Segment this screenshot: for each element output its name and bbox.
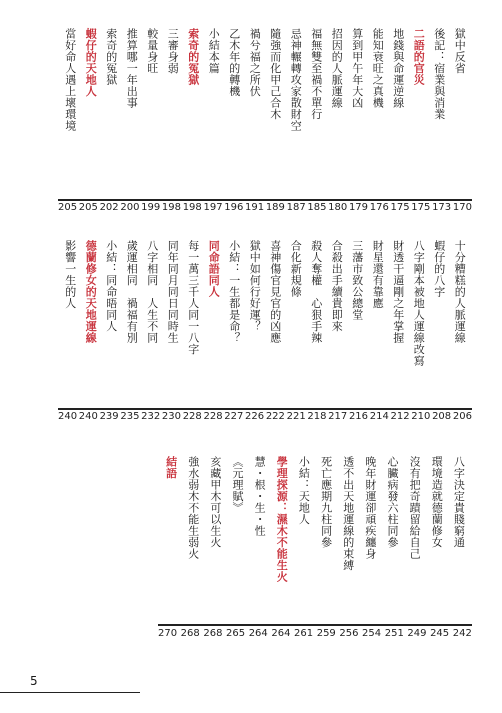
page-number-label: 240 [78, 411, 98, 422]
page-number-label: 242 [452, 628, 472, 639]
page-number-label: 205 [58, 202, 78, 213]
toc-entry[interactable]: 後記：宿業與消業 [432, 28, 446, 120]
toc-entry[interactable]: 喜神傷官見官的凶應 [268, 240, 282, 344]
toc-entry[interactable]: 環境造就德蘭修女 [430, 456, 444, 548]
page-number-label: 198 [182, 202, 202, 213]
toc-entry[interactable]: 算到甲午年大凶 [350, 28, 364, 109]
toc-entry[interactable]: 隨強而化甲己合木 [268, 28, 282, 120]
toc-entry[interactable]: 八字相同 人生不同 [145, 240, 159, 344]
page-numbers-row [158, 628, 472, 640]
page-number-label: 228 [203, 411, 223, 422]
toc-entry[interactable]: 學理探源：濕木不能生火 [275, 456, 289, 583]
toc-entry[interactable]: 同命語同人 [207, 240, 221, 298]
toc-entry[interactable]: 招因的人脈運線 [330, 28, 344, 109]
page-number-label: 227 [224, 411, 244, 422]
page-number: 5 [30, 674, 38, 688]
page-number-label: 217 [328, 411, 348, 422]
toc-entry[interactable]: 結語 [164, 456, 178, 479]
toc-entry[interactable]: 索奇的冤獄 [104, 28, 118, 86]
page-number-label: 185 [307, 202, 327, 213]
toc-entry[interactable]: 心臟病發六柱同參 [386, 456, 399, 548]
toc-entry[interactable]: 福無雙至禍不單行 [309, 28, 323, 120]
toc-entry[interactable]: 小結：天地人 [297, 456, 311, 525]
page-number-label: 199 [141, 202, 161, 213]
page-number-label: 226 [245, 411, 265, 422]
toc-entry[interactable]: 慧・根・生・性 [253, 456, 267, 537]
toc-entry[interactable]: 亥藏甲木可以生火 [208, 456, 222, 548]
page-number-label: 170 [452, 202, 472, 213]
toc-entry[interactable]: 財星還有靠應 [371, 240, 385, 309]
page-number-label: 259 [316, 628, 336, 639]
toc-entry[interactable]: 三藩市致公總堂 [350, 240, 364, 321]
toc-entry[interactable]: 小結本篇 [207, 28, 221, 74]
toc-entry[interactable]: 蝦仔的八字 [432, 240, 446, 298]
toc-entry[interactable]: 晚年財運卻頑疾纏身 [363, 456, 377, 560]
toc-entry[interactable]: 推算哪一年出事 [125, 28, 139, 109]
toc-entry[interactable]: 影響一生的人 [63, 240, 77, 309]
toc-entry[interactable]: 殺人奪權 心狠手辣 [309, 240, 323, 344]
page-number-label: 249 [407, 628, 427, 639]
page-number-label: 197 [203, 202, 223, 213]
toc-entry[interactable]: 《元理賦》 [231, 456, 244, 514]
toc-entry[interactable]: 財透干逼剛之年掌握 [391, 240, 405, 344]
page-number-label: 264 [271, 628, 291, 639]
page-number-label: 208 [432, 411, 452, 422]
page-number-label: 230 [161, 411, 181, 422]
page-number-label: 268 [203, 628, 223, 639]
toc-entry[interactable]: 獄中如何行好運？ [248, 240, 262, 332]
page-number-rule [0, 692, 140, 693]
page-number-label: 179 [348, 202, 369, 213]
page-number-label: 180 [328, 202, 348, 213]
page-number-label: 251 [384, 628, 404, 639]
page-number-label: 210 [411, 411, 431, 422]
toc-entry[interactable]: 乙木年的轉機 [227, 28, 241, 97]
page-numbers-row [58, 411, 472, 423]
page-number-label: 187 [286, 202, 306, 213]
page-number-label: 189 [265, 202, 285, 213]
page-numbers-row [58, 202, 472, 214]
page-number-label: 173 [432, 202, 452, 213]
page-number-label: 202 [99, 202, 119, 213]
toc-entry[interactable]: 當好命人遇上壞環境 [63, 28, 77, 132]
section-rule [158, 624, 472, 626]
page-number-label: 235 [120, 411, 140, 422]
toc-entry[interactable]: 蝦仔的天地人 [84, 28, 98, 97]
toc-entry[interactable]: 八字決定貴賤窮通 [452, 456, 466, 548]
page-number-label: 196 [224, 202, 244, 213]
toc-entry[interactable]: 合化新規條 [289, 240, 303, 298]
toc-entry[interactable]: 八字剛本被地人運線改寫 [412, 240, 426, 367]
page-number-label: 191 [245, 202, 265, 213]
toc-entry[interactable]: 歲運相同 禍福有別 [125, 240, 139, 344]
page-number-label: 268 [180, 628, 200, 639]
page-number-label: 239 [99, 411, 119, 422]
page-number-label: 206 [452, 411, 472, 422]
page-number-label: 221 [286, 411, 306, 422]
toc-entry[interactable]: 強水弱木不能生弱火 [186, 456, 200, 560]
page-number-label: 256 [339, 628, 359, 639]
toc-entry[interactable]: 同年同月同日同時生 [166, 240, 180, 344]
toc-entry[interactable]: 較量身旺 [145, 28, 159, 74]
toc-entry[interactable]: 索奇的冤獄 [186, 28, 200, 86]
page-number-label: 245 [430, 628, 450, 639]
section-rule [58, 408, 472, 410]
page-number-label: 270 [158, 628, 178, 639]
toc-entry[interactable]: 沒有把奇蹟留給自己 [408, 456, 422, 560]
page-number-label: 265 [226, 628, 246, 639]
toc-entry[interactable]: 三審身弱 [166, 28, 180, 74]
toc-entry[interactable]: 十分糟糕的人脈運線 [453, 240, 467, 344]
toc-entry[interactable]: 小結：同命晤同人 [104, 240, 118, 332]
page-number-label: 261 [294, 628, 314, 639]
page-number-label: 222 [265, 411, 285, 422]
page-number-label: 254 [362, 628, 382, 639]
page-number-label: 175 [411, 202, 431, 213]
page-number-label: 200 [120, 202, 140, 213]
toc-entry[interactable]: 透不出天地運線的束縛 [341, 456, 355, 571]
toc-entry[interactable]: 禍兮福之所伏 [248, 28, 262, 97]
page-number-label: 175 [390, 202, 410, 213]
toc-entry[interactable]: 忌神輾轉攻家散財空 [289, 28, 303, 132]
page-number-label: 240 [58, 411, 78, 422]
toc-entry[interactable]: 合殺出手續貴即來 [330, 240, 344, 332]
toc-entry[interactable]: 德蘭修女的天地運線 [84, 240, 98, 344]
toc-entry[interactable]: 能知衰旺之真機 [371, 28, 385, 109]
page-number-label: 228 [182, 411, 202, 422]
page-number-label: 216 [348, 411, 369, 422]
toc-entry[interactable]: 每一萬三千人同一八字 [186, 240, 200, 355]
toc-entry[interactable]: 地錢與命運逆線 [391, 28, 405, 109]
toc-entry[interactable]: 死亡應期九柱同參 [319, 456, 333, 548]
page-number-label: 198 [161, 202, 181, 213]
page-number-label: 205 [78, 202, 98, 213]
toc-entry[interactable]: 獄中反省 [453, 28, 467, 74]
page-number-label: 218 [307, 411, 327, 422]
page-number-label: 214 [369, 411, 389, 422]
toc-entry[interactable]: 小結：一生都是命？ [227, 240, 241, 344]
page-number-label: 232 [141, 411, 161, 422]
toc-entry[interactable]: 二語的官災 [412, 28, 426, 86]
page-number-label: 212 [390, 411, 410, 422]
page-number-label: 264 [248, 628, 268, 639]
section-rule [58, 199, 472, 201]
page-number-label: 176 [369, 202, 389, 213]
